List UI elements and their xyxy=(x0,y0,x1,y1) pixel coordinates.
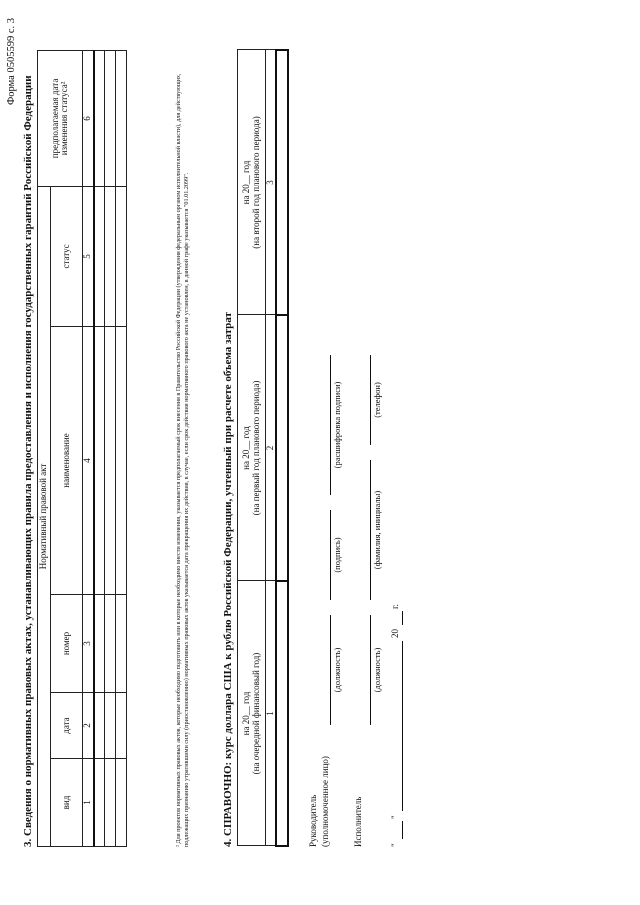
date-year-prefix: 20 xyxy=(390,629,400,638)
group-header-npa: Нормативный правовой акт xyxy=(38,186,51,846)
col-header-line1: на 20__ год xyxy=(241,160,252,205)
date-open-quote: " xyxy=(390,843,400,847)
col-header-current-year xyxy=(238,581,266,846)
table-cell[interactable] xyxy=(116,595,127,693)
table-cell[interactable] xyxy=(116,759,127,847)
date-day-line[interactable] xyxy=(402,821,403,839)
col-num-1: 1 xyxy=(83,759,94,847)
date-month-line[interactable] xyxy=(402,641,403,811)
col-header-data: дата xyxy=(51,693,83,759)
table-cell[interactable] xyxy=(105,327,116,595)
col-num-5: 5 xyxy=(83,186,94,326)
head-position-line[interactable] xyxy=(330,615,331,725)
col-header-line2: (на второй год планового периода) xyxy=(250,116,261,249)
form-code: Форма 0505599 с. 3 xyxy=(6,18,17,106)
head-decode-line[interactable] xyxy=(330,355,331,495)
date-year-suffix: г. xyxy=(390,604,400,609)
col-header-line1: на 20__ год xyxy=(241,691,252,736)
col-header-plan-year-1 xyxy=(238,315,266,581)
col-header-status-date: предполагаемая дата изменения статуса² xyxy=(38,50,83,186)
executor-name-caption: (фамилия, инициалы) xyxy=(372,490,382,570)
col-num-3: 3 xyxy=(266,50,277,315)
col-num-3: 3 xyxy=(83,595,94,693)
col-num-4: 4 xyxy=(83,327,94,595)
head-signature-caption: (подпись) xyxy=(332,537,342,573)
section3-title: 3. Сведения о нормативных правовых актах, устанавливающих правила предоставления и исполнения государственных гарантий Российской Федерации xyxy=(22,75,34,847)
table-cell[interactable] xyxy=(94,186,105,326)
col-header-status: статус xyxy=(51,186,83,326)
executor-name-line[interactable] xyxy=(370,460,371,600)
table-cell[interactable] xyxy=(94,759,105,847)
table-row xyxy=(276,50,288,846)
head-label: Руководитель xyxy=(308,794,318,847)
head-label-sub: (уполномоченное лицо) xyxy=(320,756,330,847)
table-cell[interactable] xyxy=(116,50,127,186)
date-year-line[interactable] xyxy=(402,611,403,625)
col-header-naimenovanie: наименование xyxy=(51,327,83,595)
section3-table xyxy=(37,50,127,847)
table-row xyxy=(94,50,105,846)
table-cell[interactable] xyxy=(116,186,127,326)
table-cell[interactable] xyxy=(276,315,288,581)
table-row xyxy=(116,50,127,846)
head-position-caption: (должность) xyxy=(332,647,342,693)
table-cell[interactable] xyxy=(105,595,116,693)
date-close-quote: " xyxy=(390,815,400,819)
table-cell[interactable] xyxy=(94,595,105,693)
col-header-line2: (на очередной финансовый год) xyxy=(250,652,261,775)
table-cell[interactable] xyxy=(105,186,116,326)
section4-title: 4. СПРАВОЧНО: курс доллара США к рублю Российской Федерации, учтенный при расчете объема затрат xyxy=(222,312,234,847)
executor-phone-line[interactable] xyxy=(370,355,371,445)
col-header-vid: вид xyxy=(51,759,83,847)
col-num-6: 6 xyxy=(83,50,94,186)
table-row xyxy=(105,50,116,846)
table-cell[interactable] xyxy=(116,693,127,759)
table-cell[interactable] xyxy=(94,693,105,759)
col-num-1: 1 xyxy=(266,581,277,846)
table-cell[interactable] xyxy=(105,693,116,759)
table-cell[interactable] xyxy=(105,50,116,186)
table-cell[interactable] xyxy=(105,759,116,847)
section4-table xyxy=(237,49,289,847)
footnote-2: ² Для проектов нормативных правовых актов, которые необходимо подготовить или в которые необходимо внести изменения, указывается предполагаемый срок внесения в Правительство Российской Федерации (утверждения федеральным органом исполнительной власти), для действующих, подлежащих признанию утратившими силу (приостановлению) нормативных правовых актов указывается дата прекращения их действия, в случае, если срок действия нормативного правового акта не установлен, в данной графе указывается "01.01.2099". xyxy=(175,73,191,847)
table-cell[interactable] xyxy=(94,327,105,595)
table-cell[interactable] xyxy=(116,327,127,595)
col-header-line1: на 20__ год xyxy=(241,426,252,470)
head-decode-caption: (расшифровка подписи) xyxy=(332,381,342,469)
table-cell[interactable] xyxy=(94,50,105,186)
col-num-2: 2 xyxy=(266,315,277,581)
head-signature-line[interactable] xyxy=(330,510,331,600)
col-num-2: 2 xyxy=(83,693,94,759)
executor-label: Исполнитель xyxy=(353,796,363,847)
executor-position-line[interactable] xyxy=(370,615,371,725)
col-header-nomer: номер xyxy=(51,595,83,693)
table-cell[interactable] xyxy=(276,50,288,315)
executor-phone-caption: (телефон) xyxy=(372,382,382,418)
table-cell[interactable] xyxy=(276,581,288,846)
col-header-plan-year-2 xyxy=(238,50,266,315)
executor-position-caption: (должность) xyxy=(372,647,382,693)
col-header-line2: (на первый год планового периода) xyxy=(250,380,261,516)
